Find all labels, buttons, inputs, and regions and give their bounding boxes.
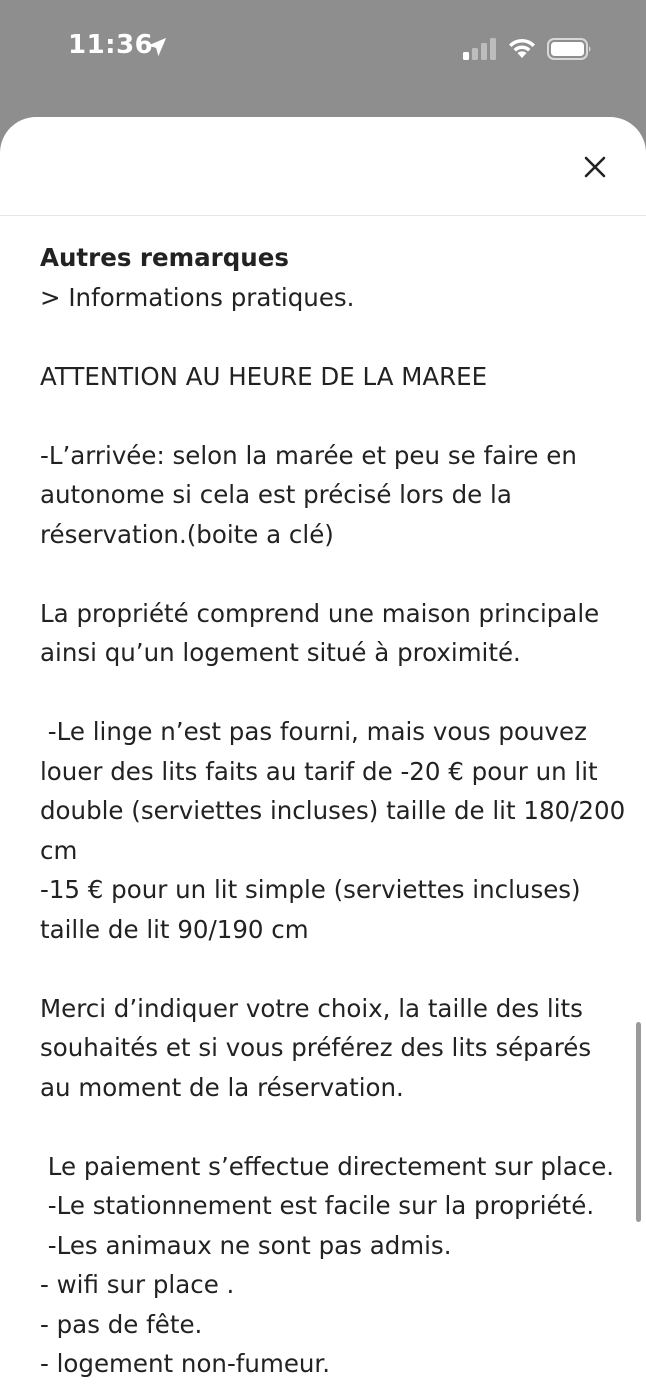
section-title: Autres remarques [40,243,289,272]
text-line [40,317,606,357]
text-line: au moment de la réservation. [40,1072,404,1102]
sheet-header [0,117,646,216]
text-line: autonome si cela est précisé lors de la [40,480,512,509]
text-line: - wifi sur place . [40,1270,235,1299]
text-line: -Les animaux ne sont pas admis. [40,1230,452,1260]
text-line [40,554,606,594]
scrollbar[interactable] [636,1022,641,1222]
text-line: taille de lit 90/190 cm [40,914,309,944]
text-line: souhaités et si vous préférez des lits séparés [40,1033,592,1062]
status-bar [0,0,646,100]
text-line [40,396,606,436]
text-line [40,949,606,989]
text-line: réservation.(boite a clé) [40,519,334,549]
text-line: louer des lits faits au tarif de -20 € pour un lit [40,756,598,786]
status-time: 11:36 [68,30,154,60]
text-line: double (serviettes incluses) taille de lit 180/200 [40,796,626,825]
text-line: Merci d’indiquer votre choix, la taille des lits [40,993,583,1023]
remarks-content [0,216,646,1384]
battery-icon [547,37,593,61]
text-line: - pas de fête. [40,1309,203,1339]
text-line: - logement non-fumeur. [40,1349,331,1378]
text-line: -15 € pour un lit simple (serviettes incluses) [40,875,581,904]
text-line: La propriété comprend une maison principale [40,598,600,628]
text-line [40,1107,606,1147]
wifi-icon [507,36,537,60]
text-line: Le paiement s’effectue directement sur place. [40,1151,615,1181]
text-line: cm [40,835,78,865]
text-line [40,673,606,713]
cellular-signal-icon [463,38,497,60]
close-icon [583,155,607,179]
text-line: -L’arrivée: selon la marée et peu se faire en [40,440,577,470]
close-button[interactable] [580,152,610,182]
text-line: ATTENTION AU HEURE DE LA MAREE [40,361,488,391]
location-arrow-icon [146,36,168,58]
text-line: > Informations pratiques. [40,282,355,312]
text-line: -Le stationnement est facile sur la propriété. [40,1191,595,1220]
text-line: -Le linge n’est pas fourni, mais vous pouvez [40,717,587,746]
text-line: ainsi qu’un logement situé à proximité. [40,638,521,667]
details-sheet [0,117,646,1400]
